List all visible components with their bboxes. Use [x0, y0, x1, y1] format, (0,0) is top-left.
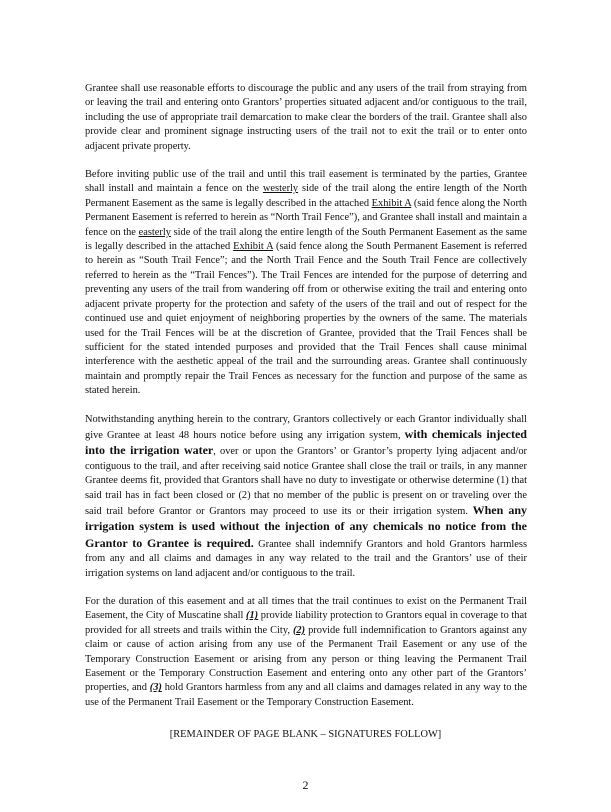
text-run: Exhibit A — [233, 241, 274, 253]
text-run: provide full indemnification to Grantors against any claim or cause of action arising from any use of the Permanent Trail Easement or any use of the Temporary Construction Easement or arising from any person or thing leaving the Permanent Trail Easement or the Temporary Construction Easement and entering onto any other part of the Grantors’ properties, and — [85, 624, 527, 694]
remainder-note: [REMAINDER OF PAGE BLANK – SIGNATURES FOLLOW] — [169, 729, 442, 741]
text-run: side of the trail along the entire length of the North Permanent Easement as the same is legally described in the attached — [85, 183, 527, 209]
text-run: (3) — [149, 682, 162, 694]
text-run: (2) — [292, 624, 306, 636]
text-run: side of the trail along the entire length of the South Permanent Easement as the same is legally described in the attached — [85, 226, 527, 253]
text-run: hold Grantors harmless from any and all claims and damages related in any way to the use of the Permanent Trail Easement or the Temporary Construction Easement. — [85, 682, 527, 708]
page-number: 2 — [302, 778, 309, 793]
text-run: Notwithstanding anything herein to the contrary, Grantors collectively or each Grantor individually shall give Grantee at least 48 hours notice before using any irrigation system, — [85, 413, 527, 441]
text-run: with chemicals injected into the irrigation water — [85, 426, 527, 458]
text-run: (1) — [246, 610, 259, 622]
text-run: Exhibit A — [371, 197, 412, 209]
text-run: , over or upon the Grantors’ or Grantor’s property lying adjacent and/or contiguous to the trail, and after receiving said notice Grantee shall close the trail or trails, in any manner Grantee deems fit, provided that Grantors shall have no duty to investigate or otherwise determine (1) that said trail has in fact been closed or (2) that no member of the public is present on or traveling over the said trail before Grantor or Grantors may proceed to use its or their irrigation system. — [85, 446, 528, 517]
paragraph — [85, 168, 527, 399]
text-run: Grantee shall indemnify Grantors and hold Grantors harmless from any and all claims and damages in any way related to the trail and the Grantors’ use of their irrigation systems on land adjacent and/or contiguous to the trail. — [85, 538, 528, 579]
text-run: (said fence along the South Permanent Easement is referred to herein as “South Trail Fence”; and the North Trail Fence and the South Trail Fence are collectively referred to herein as the “Trail Fences”). The Trail Fences are intended for the purpose of deterring and preventing any users of the trail from wandering off from or otherwise exiting the trail and entering onto adjacent private property for the protection and safety of the users of the trail and out of respect for the continued use and quiet enjoyment of neighboring properties by the owners of the same. The materials used for the Trail Fences will be at the discretion of Grantee, provided that the Trail Fences shall be sufficient for the stated intended purposes and provided that the Trail Fences shall cause minimal interference with the aesthetic appeal of the trail and the surrounding areas. Grantee shall continuously maintain and promptly repair the Trail Fences as necessary for the function and purpose of the same as stated herein. — [85, 241, 527, 397]
text-run: westerly — [262, 183, 299, 195]
text-run: Grantee shall use reasonable efforts to discourage the public and any users of the trail from straying from or leaving the trail and entering onto Grantors’ properties situated adjacent and/or contiguous to the trail, including the use of appropriate trail demarcation to make clear the borders of the trail. Grantee shall also provide clear and prominent signage instructing users of the trail not to exit the trail or to enter onto adjacent private property. — [85, 83, 527, 152]
text-run: For the duration of this easement and at all times that the trail continues to exist on the Permanent Trail Easement, the City of Muscatine shall — [85, 596, 527, 622]
text-run: provide liability protection to Grantors equal in coverage to that provided for all streets and trails within the City, — [85, 610, 527, 636]
text-run: When any irrigation system is used without the injection of any chemicals no notice from the Grantor to Grantee is required. — [85, 502, 527, 550]
paragraph — [85, 595, 527, 710]
text-run: (said fence along the North Permanent Easement is referred to herein as “North Trail Fence”), and Grantee shall install and maintain a fence on the — [85, 197, 527, 238]
text-run: Before inviting public use of the trail and until this trail easement is terminated by the parties, Grantee shall install and maintain a fence on the — [85, 169, 527, 195]
text-run: easterly — [138, 226, 171, 238]
paragraph — [85, 82, 527, 154]
paragraph — [85, 413, 527, 581]
document-body — [85, 0, 527, 710]
